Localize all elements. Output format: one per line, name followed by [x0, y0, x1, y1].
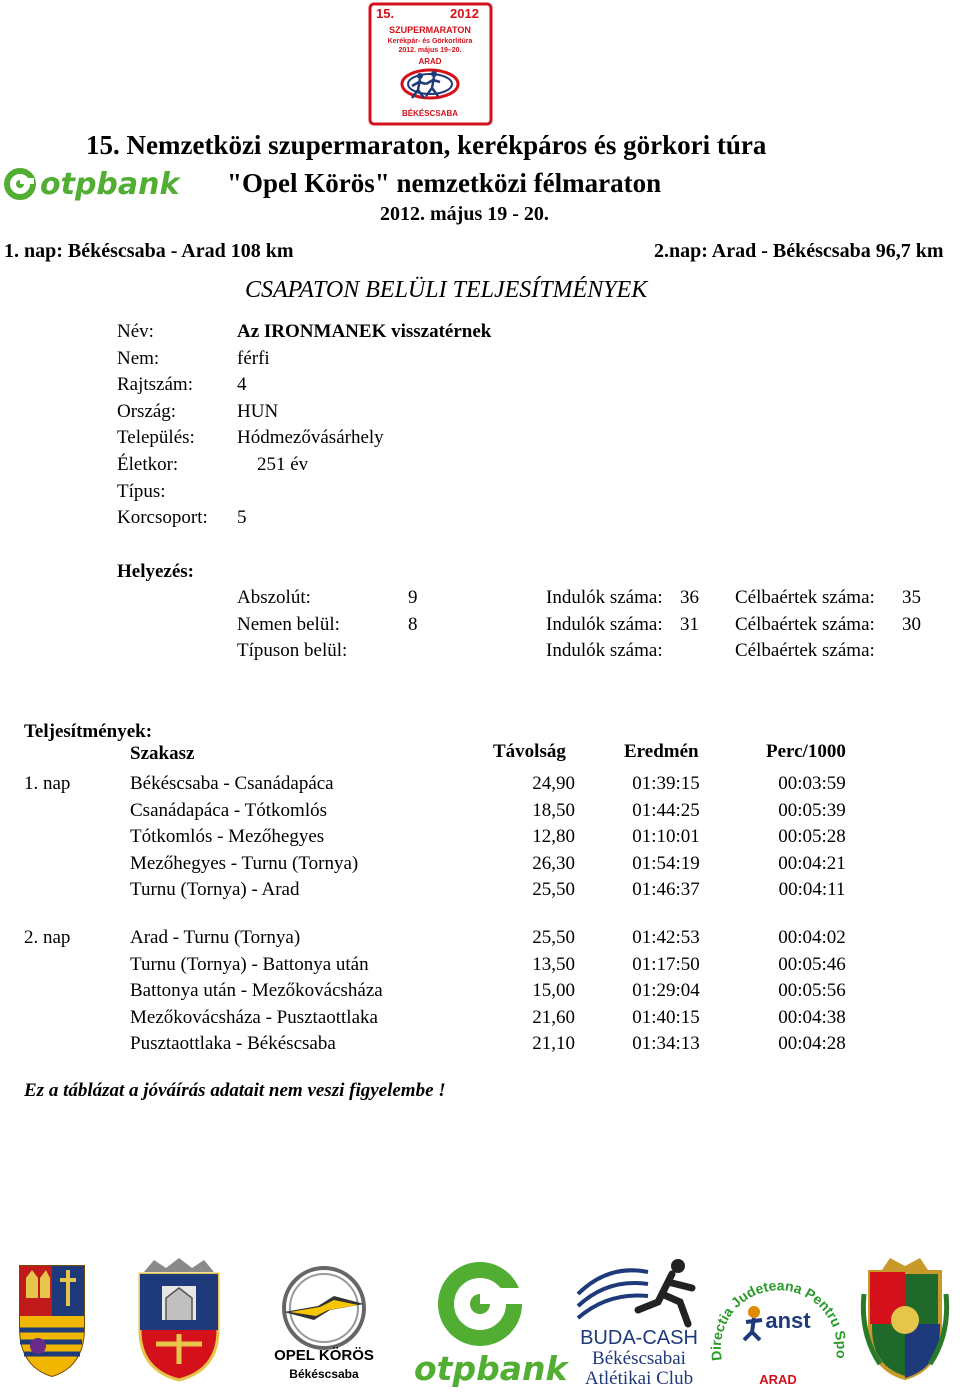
type-label: Típus: [117, 481, 166, 502]
day2-route: 2.nap: Arad - Békéscsaba 96,7 km [654, 240, 944, 262]
distance-cell: 18,50 [532, 800, 575, 821]
logo-line2: Kerékpár- és Görkorlitúra [387, 38, 473, 45]
otp-bank-logo [4, 164, 180, 204]
finishers-label: Célbaértek száma: [735, 640, 875, 661]
pace-cell: 00:04:02 [778, 927, 846, 948]
budacash-line1: BUDA-CASH [580, 1327, 698, 1349]
city-label: Település: [117, 427, 195, 448]
starters-label: Indulók száma: [546, 640, 663, 661]
placement-label: Nemen belül: [237, 614, 340, 635]
finishers-label: Célbaértek száma: [735, 587, 875, 608]
pace-cell: 00:03:59 [778, 773, 846, 794]
svg-text:anst: anst [765, 1308, 811, 1333]
placement-title: Helyezés: [117, 561, 195, 582]
placement-label: Abszolút: [237, 587, 311, 608]
age-label: Életkor: [117, 454, 179, 475]
day1-label: 1. nap [24, 773, 71, 794]
buda-cash-logo [568, 1254, 710, 1388]
result-cell: 01:54:19 [632, 853, 700, 874]
result-cell: 01:42:53 [632, 927, 700, 948]
otp-bank-sponsor-logo [410, 1256, 568, 1388]
city-value: Hódmezővásárhely [237, 427, 384, 448]
col-pace-header: Perc/1000 [766, 741, 846, 762]
starters-label: Indulók száma: [546, 614, 663, 635]
coat-of-arms-arad-county [16, 1258, 88, 1378]
bib-value: 4 [237, 374, 247, 395]
finishers-value: 35 [902, 587, 921, 608]
section-cell: Turnu (Tornya) - Arad [130, 879, 300, 900]
col-distance-header: Távolság [493, 741, 566, 762]
section-cell: Battonya után - Mezőkovácsháza [130, 980, 383, 1001]
section-cell: Békéscsaba - Csanádapáca [130, 773, 334, 794]
logo-city-bottom: BÉKÉSCSABA [401, 109, 459, 118]
budacash-line3: Atlétikai Club [584, 1368, 694, 1389]
svg-text:Directia Judeteana Pentru Spor [708, 1250, 848, 1362]
logo-line3: 2012. május 19–20. [398, 47, 462, 54]
agegroup-value: 5 [237, 507, 247, 528]
result-cell: 01:44:25 [632, 800, 700, 821]
section-cell: Mezőkovácsháza - Pusztaottlaka [130, 1007, 378, 1028]
djst-arc-text: Directia Judeteana Pentru S [708, 1277, 848, 1362]
pace-cell: 00:04:21 [778, 853, 846, 874]
logo-year-right: 2012 [450, 6, 479, 21]
pace-cell: 00:05:56 [778, 980, 846, 1001]
placement-value: 9 [408, 587, 418, 608]
footnote: Ez a táblázat a jóváírás adatait nem veszi figyelembe ! [24, 1080, 446, 1101]
finishers-value: 30 [902, 614, 921, 635]
section-cell: Turnu (Tornya) - Battonya után [130, 954, 369, 975]
coat-of-arms-arad-city [136, 1258, 222, 1382]
section-cell: Csanádapáca - Tótkomlós [130, 800, 327, 821]
title-line-1: 15. Nemzetközi szupermaraton, kerékpáros és görkori túra [86, 130, 767, 160]
result-cell: 01:34:13 [632, 1033, 700, 1054]
section-cell: Mezőhegyes - Turnu (Tornya) [130, 853, 359, 874]
distance-cell: 12,80 [532, 826, 575, 847]
starters-value: 31 [680, 614, 699, 635]
agegroup-label: Korcsoport: [117, 507, 208, 528]
distance-cell: 26,30 [532, 853, 575, 874]
pace-cell: 00:05:46 [778, 954, 846, 975]
pace-cell: 00:04:11 [778, 879, 846, 900]
logo-year-left: 15. [376, 6, 395, 21]
starters-value: 36 [680, 587, 699, 608]
day1-route: 1. nap: Békéscsaba - Arad 108 km [4, 240, 294, 262]
otp-header-text: otpbank [40, 167, 180, 202]
budacash-line2: Békéscsabai [592, 1348, 686, 1369]
col-result-header: Eredmén [624, 741, 699, 762]
name-label: Név: [117, 321, 154, 342]
coat-of-arms-bekescsaba [860, 1254, 950, 1382]
distance-cell: 13,50 [532, 954, 575, 975]
result-cell: 01:39:15 [632, 773, 700, 794]
title-line-2: "Opel Körös" nemzetközi félmaraton [227, 168, 662, 198]
result-cell: 01:46:37 [632, 879, 700, 900]
result-cell: 01:29:04 [632, 980, 700, 1001]
event-logo [368, 2, 493, 126]
logo-city-top: ARAD [418, 57, 442, 66]
placement-label: Típuson belül: [237, 640, 348, 661]
pace-cell: 00:05:39 [778, 800, 846, 821]
col-section-header: Szakasz [130, 743, 195, 764]
pace-cell: 00:05:28 [778, 826, 846, 847]
section-cell: Tótkomlós - Mezőhegyes [130, 826, 325, 847]
distance-cell: 21,60 [532, 1007, 575, 1028]
pace-cell: 00:04:28 [778, 1033, 846, 1054]
distance-cell: 25,50 [532, 879, 575, 900]
pace-cell: 00:04:38 [778, 1007, 846, 1028]
event-date: 2012. május 19 - 20. [380, 203, 549, 225]
gender-value: férfi [237, 348, 270, 369]
section-title: CSAPATON BELÜLI TELJESÍTMÉNYEK [245, 277, 648, 303]
placement-value: 8 [408, 614, 418, 635]
country-label: Ország: [117, 401, 177, 422]
distance-cell: 15,00 [532, 980, 575, 1001]
result-cell: 01:17:50 [632, 954, 700, 975]
djst-arad-logo [708, 1250, 848, 1388]
result-cell: 01:40:15 [632, 1007, 700, 1028]
djst-city: ARAD [759, 1372, 797, 1387]
bib-label: Rajtszám: [117, 374, 193, 395]
distance-cell: 25,50 [532, 927, 575, 948]
section-cell: Arad - Turnu (Tornya) [130, 927, 301, 948]
starters-label: Indulók száma: [546, 587, 663, 608]
age-value: 251 év [257, 454, 309, 475]
performance-title: Teljesítmények: [24, 721, 153, 742]
distance-cell: 24,90 [532, 773, 575, 794]
opel-koros-logo [264, 1262, 384, 1384]
finishers-label: Célbaértek száma: [735, 614, 875, 635]
result-cell: 01:10:01 [632, 826, 700, 847]
opel-line1: OPEL KÖRÖS [274, 1347, 374, 1364]
distance-cell: 21,10 [532, 1033, 575, 1054]
country-value: HUN [237, 401, 279, 422]
section-cell: Pusztaottlaka - Békéscsaba [130, 1033, 336, 1054]
otp-sponsor-text: otpbank [414, 1349, 568, 1388]
gender-label: Nem: [117, 348, 160, 369]
day2-label: 2. nap [24, 927, 71, 948]
name-value: Az IRONMANEK visszatérnek [237, 321, 492, 342]
opel-line2: Békéscsaba [289, 1367, 359, 1381]
logo-line1: SZUPERMARATON [389, 25, 471, 35]
